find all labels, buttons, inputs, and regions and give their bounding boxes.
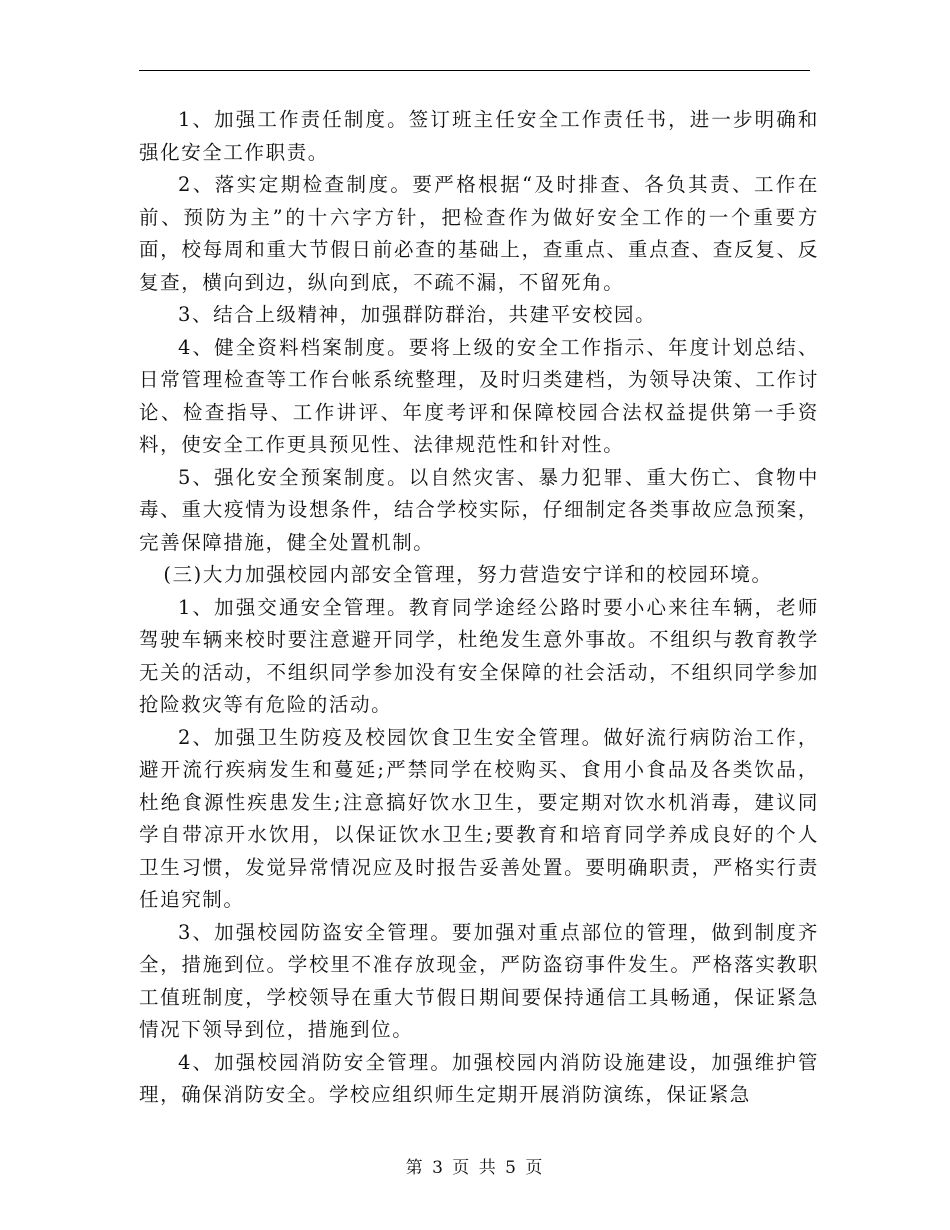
- section-heading-3: (三)大力加强校园内部安全管理，努力营造安宁详和的校园环境。: [163, 563, 773, 586]
- page-number: 第 3 页 共 5 页: [405, 1158, 545, 1178]
- header-rule: [139, 70, 810, 71]
- paragraph-7: 2、加强卫生防疫及校园饮食卫生安全管理。做好流行病防治工作，避开流行疾病发生和蔓延;严禁同学在校购买、食用小食品及各类饮品，杜绝食源性疾患发生;注意搞好饮水卫生，要定期对饮水机消毒，建议同学自带凉开水饮用，以保证饮水卫生;要教育和培育同学养成良好的个人卫生习惯，发觉异常情况应及时报告妥善处置。要明确职责，严格实行责任追究制。: [139, 725, 819, 911]
- paragraph-5: 5、强化安全预案制度。以自然灾害、暴力犯罪、重大伤亡、食物中毒、重大疫情为设想条件，结合学校实际，仔细制定各类事故应急预案，完善保障措施，健全处置机制。: [139, 465, 819, 554]
- paragraph-2: 2、落实定期检查制度。要严格根据“及时排查、各负其责、工作在前、预防为主”的十六字方针，把检查作为做好安全工作的一个重要方面，校每周和重大节假日前必查的基础上，查重点、重点查、查反复、反复查，横向到边，纵向到底，不疏不漏，不留死角。: [139, 173, 819, 294]
- paragraph-3: 3、结合上级精神，加强群防群治，共建平安校园。: [178, 303, 657, 326]
- document-body: [139, 104, 819, 1112]
- paragraph-6: 1、加强交通安全管理。教育同学途经公路时要小心来往车辆，老师驾驶车辆来校时要注意避开同学，杜绝发生意外事故。不组织与教育教学无关的活动，不组织同学参加没有安全保障的社会活动，不组织同学参加抢险救灾等有危险的活动。: [139, 595, 819, 716]
- paragraph-8: 3、加强校园防盗安全管理。要加强对重点部位的管理，做到制度齐全，措施到位。学校里不准存放现金，严防盗窃事件发生。严格落实教职工值班制度，学校领导在重大节假日期间要保持通信工具畅通，保证紧急情况下领导到位，措施到位。: [139, 920, 819, 1041]
- paragraph-4: 4、健全资料档案制度。要将上级的安全工作指示、年度计划总结、日常管理检查等工作台帐系统整理，及时归类建档，为领导决策、工作讨论、检查指导、工作讲评、年度考评和保障校园合法权益提供第一手资料，使安全工作更具预见性、法律规范性和针对性。: [139, 335, 819, 456]
- paragraph-1: 1、加强工作责任制度。签订班主任安全工作责任书，进一步明确和强化安全工作职责。: [139, 108, 819, 164]
- paragraph-9: 4、加强校园消防安全管理。加强校园内消防设施建设，加强维护管理，确保消防安全。学校应组织师生定期开展消防演练，保证紧急: [139, 1050, 819, 1106]
